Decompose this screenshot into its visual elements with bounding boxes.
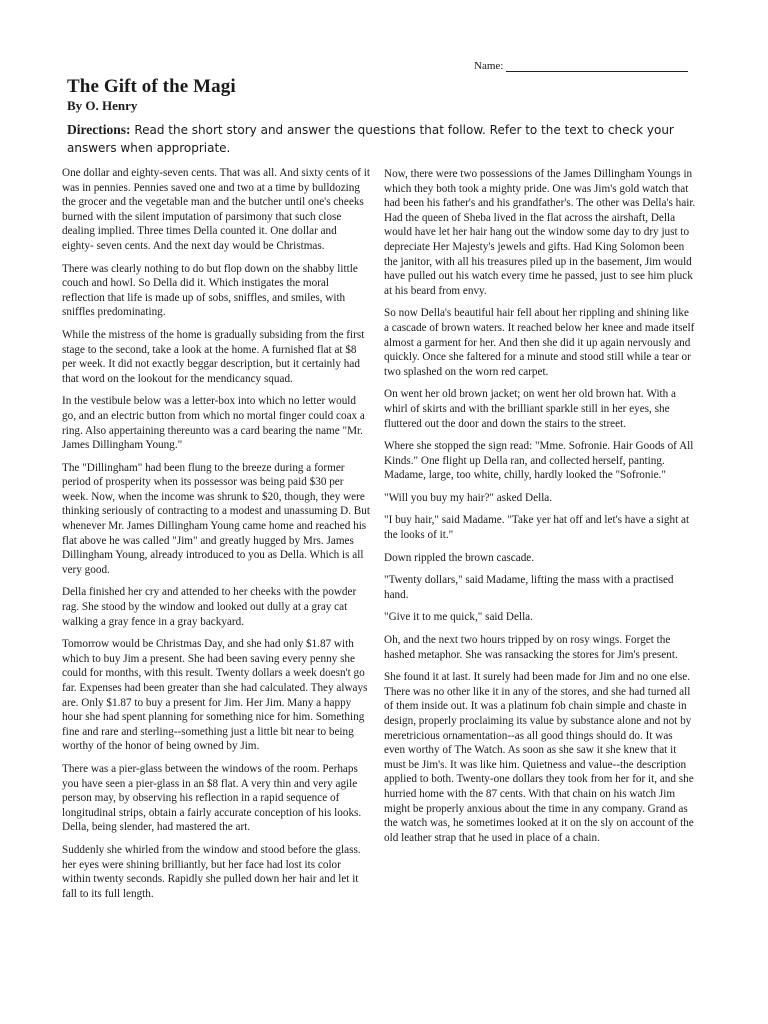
name-field xyxy=(474,60,688,72)
paragraph: There was a pier-glass between the windows of the room. Perhaps you have seen a pier-glass in an $8 flat. A very thin and very agile person may, by observing his reflection in a rapid sequence of longitudinal strips, obtain a fairly accurate conception of his looks. Della, being slender, had mastered the art. xyxy=(62,762,362,834)
paragraph: There was clearly nothing to do but flop down on the shabby little couch and howl. So Della did it. Which instigates the moral reflection that life is made up of sobs, sniffles, and smiles, with sniffles predominating. xyxy=(62,262,358,319)
paragraph: She found it at last. It surely had been made for Jim and no one else. There was no other like it in any of the stores, and she had turned all of them inside out. It was a platinum fob chain simple and chaste in design, properly proclaiming its value by substance alone and not by meretricious ornamentation--as all good things should do. It was even worthy of The Watch. As soon as she saw it she knew that it must be Jim's. It was like him. Quietness and value--the description applied to both. Twenty-one dollars they took from her for it, and she hurried home with the 87 cents. With that chain on his watch Jim might be properly anxious about the time in any company. Grand as the watch was, he sometimes looked at it on the sly on account of the old leather strap that he used in place of a chain. xyxy=(384,671,694,844)
paragraph: Suddenly she whirled from the window and stood before the glass. her eyes were shining brilliantly, but her face had lost its color within twenty seconds. Rapidly she pulled down her hair and let it fall to its full length. xyxy=(62,843,361,900)
paragraph: "I buy hair," said Madame. "Take yer hat off and let's have a sight at the looks of it." xyxy=(384,514,690,542)
paragraph: One dollar and eighty-seven cents. That was all. And sixty cents of it was in pennies. Pennies saved one and two at a time by bulldozing the grocer and the vegetable man and the butcher until one's cheeks burned with the silent imputation of parsimony that such close dealing implied. Three times Della counted it. One dollar and eighty- seven cents. And the next day would be Christmas. xyxy=(62,167,370,252)
name-label: Name: xyxy=(474,60,504,72)
paragraph: Della finished her cry and attended to her cheeks with the powder rag. She stood by the window and looked out dully at a gray cat walking a gray fence in a gray backyard. xyxy=(62,586,357,628)
paragraph: Down rippled the brown cascade. xyxy=(384,551,535,564)
paragraph: In the vestibule below was a letter-box into which no letter would go, and an electric button from which no mortal finger could coax a ring. Also appertaining thereunto was a card bearing the name "Mr. James Dillingham Young." xyxy=(62,395,365,452)
paragraph: Oh, and the next two hours tripped by on rosy wings. Forget the hashed metaphor. She was ransacking the stores for Jim's present. xyxy=(384,634,678,661)
paragraph: Where she stopped the sign read: "Mme. Sofronie. Hair Goods of All Kinds." One flight up Della ran, and collected herself, panting. Madame, large, too white, chilly, hardly looked the "Sofronie." xyxy=(384,440,694,482)
directions-label: Directions: xyxy=(67,122,131,137)
directions-text: Read the short story and answer the questions that follow. Refer to the text to check your answers when appropriate. xyxy=(67,123,674,155)
paragraph: "Give it to me quick," said Della. xyxy=(384,611,533,624)
paragraph: "Will you buy my hair?" asked Della. xyxy=(384,491,553,504)
story-column-right xyxy=(384,167,696,853)
story-title: The Gift of the Magi xyxy=(67,76,236,97)
paragraph: The "Dillingham" had been flung to the breeze during a former period of prosperity when its possessor was being paid $30 per week. Now, when the income was shrunk to $20, though, they were thinking seriously of contracting to a modest and unassuming D. But whenever Mr. James Dillingham Young came home and reached his flat above he was called "Jim" and greatly hugged by Mrs. James Dillingham Young, already introduced to you as Della. Which is all very good. xyxy=(62,461,370,576)
paragraph: "Twenty dollars," said Madame, lifting the mass with a practised hand. xyxy=(384,574,674,601)
paragraph: While the mistress of the home is gradually subsiding from the first stage to the second, take a look at the home. A furnished flat at $8 per week. It did not exactly beggar description, but it certainly had that word on the lookout for the mendicancy squad. xyxy=(62,328,365,385)
paragraph: Tomorrow would be Christmas Day, and she had only $1.87 with which to buy Jim a present. She had been saving every penny she could for months, with this result. Twenty dollars a week doesn't go far. Expenses had been greater than she had calculated. They always are. Only $1.87 to buy a present for Jim. Her Jim. Many a happy hour she had spent planning for something nice for him. Something fine and rare and sterling--something just a little bit near to being worthy of the honor of being owned by Jim. xyxy=(62,638,368,753)
paragraph: So now Della's beautiful hair fell about her rippling and shining like a cascade of brown waters. It reached below her knee and made itself almost a garment for her. And then she did it up again nervously and quickly. Once she faltered for a minute and stood still while a tear or two splashed on the worn red carpet. xyxy=(384,307,695,378)
paragraph: On went her old brown jacket; on went her old brown hat. With a whirl of skirts and with the brilliant sparkle still in her eyes, she fluttered out the door and down the stairs to the street. xyxy=(384,388,677,430)
directions xyxy=(67,121,692,157)
name-blank-line xyxy=(506,60,688,72)
paragraph: Now, there were two possessions of the James Dillingham Youngs in which they both took a mighty pride. One was Jim's gold watch that had been his father's and his grandfather's. The other was Della's hair. Had the queen of Sheba lived in the flat across the airshaft, Della would have let her hair hang out the window some day to dry just to depreciate Her Majesty's jewels and gifts. Had King Solomon been the janitor, with all his treasures piled up in the basement, Jim would have pulled out his watch every time he passed, just to see him pluck at his beard from envy. xyxy=(384,168,696,297)
author-byline: By O. Henry xyxy=(67,98,138,113)
story-column-left xyxy=(62,166,371,909)
